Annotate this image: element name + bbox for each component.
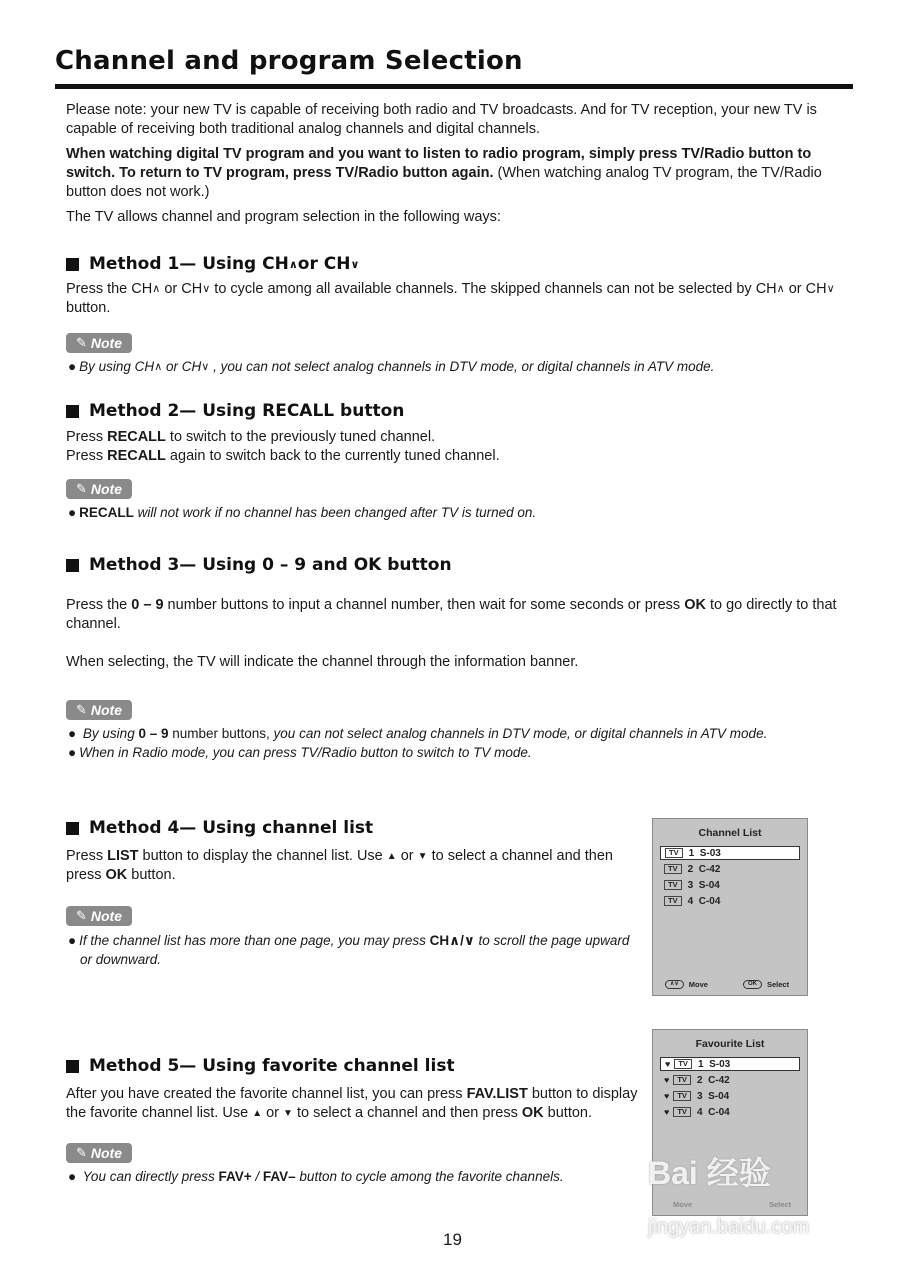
- chevron-down-icon: ∨: [202, 283, 211, 295]
- m5-p-g: button.: [543, 1105, 593, 1121]
- channel-list-item[interactable]: [660, 862, 798, 876]
- chevron-up-icon: ∧: [152, 283, 161, 295]
- tv-tag: TV: [673, 1107, 691, 1117]
- m3-p1-c: number buttons to input a channel number, then wait for some seconds or press: [163, 597, 685, 613]
- heading-square-icon: [66, 822, 79, 835]
- heart-icon: ♥: [664, 1075, 670, 1085]
- method5-note: [68, 1167, 564, 1186]
- method2-heading: [66, 401, 404, 421]
- channel-name: C-04: [708, 1106, 730, 1118]
- method1-note: [68, 357, 714, 377]
- m3-n1-b: 0 – 9: [138, 726, 169, 741]
- select-hint: [769, 1200, 791, 1209]
- method2-line-1: [66, 428, 435, 447]
- channel-name: S-04: [708, 1090, 730, 1102]
- note-label: Note: [90, 335, 123, 351]
- tv-tag: TV: [664, 896, 682, 906]
- channel-list-item[interactable]: [660, 878, 798, 892]
- channel-num: 4: [687, 895, 694, 907]
- heading-square-icon: [66, 1060, 79, 1073]
- m5-note-a: You can directly press: [82, 1169, 219, 1184]
- channel-name: S-04: [698, 879, 720, 891]
- updown-arrows-icon: ∧∨: [665, 980, 684, 989]
- chevron-down-icon: ∨: [826, 283, 835, 295]
- method1-heading-text: Method 1— Using CH: [89, 254, 289, 274]
- m5-note-c: /: [251, 1169, 263, 1184]
- m3-n1-d: you can not select analog channels in DTV mode, or digital channels in ATV mode.: [269, 726, 768, 741]
- favourite-list-item[interactable]: [660, 1057, 800, 1071]
- note-badge: [66, 1143, 132, 1163]
- chevron-down-icon: ∨: [201, 361, 210, 373]
- note-label: Note: [90, 702, 123, 718]
- triangle-up-icon: ▲: [252, 1108, 263, 1119]
- m5-p-a: After you have created the favorite channel list, you can press: [66, 1086, 467, 1102]
- chevron-down-icon: ∨: [350, 257, 360, 271]
- m5-note-d: FAV–: [262, 1169, 296, 1184]
- move-hint: [673, 1200, 692, 1209]
- heading-square-icon: [66, 559, 79, 572]
- heart-icon: ♥: [664, 1091, 670, 1101]
- channel-num: 2: [687, 863, 694, 875]
- bullet-icon: ●: [68, 745, 77, 760]
- m2-l2-pre: Press: [66, 448, 108, 464]
- channel-num: 1: [697, 1058, 704, 1070]
- intro-paragraph-3: The TV allows channel and program selection in the following ways:: [66, 209, 501, 225]
- m3-n1-a: By using: [82, 726, 139, 741]
- bullet-icon: ●: [68, 359, 77, 374]
- m3-p1-d: OK: [684, 597, 706, 613]
- move-label: Move: [673, 1200, 693, 1209]
- chevron-up-icon: ∧: [776, 283, 785, 295]
- favourite-list-title: Favourite List: [695, 1038, 765, 1050]
- triangle-up-icon: ▲: [386, 851, 397, 862]
- m5-p-d: or: [262, 1105, 284, 1121]
- method5-paragraph: [66, 1085, 638, 1123]
- channel-name: C-04: [698, 895, 721, 907]
- m1-note-a: By using CH: [79, 359, 155, 374]
- method3-paragraph-2: When selecting, the TV will indicate the channel through the information banner.: [66, 654, 579, 670]
- note-label: Note: [90, 481, 123, 497]
- method5-heading: [66, 1056, 455, 1076]
- paperclip-icon: ✎: [75, 702, 87, 717]
- note-label: Note: [90, 1145, 123, 1161]
- heart-icon: ♥: [665, 1059, 671, 1069]
- select-label: Select: [767, 980, 790, 989]
- paperclip-icon: ✎: [75, 335, 87, 350]
- triangle-down-icon: ▼: [417, 851, 428, 862]
- tv-tag: TV: [673, 1075, 691, 1085]
- m5-note-e: button to cycle among the favorite channels.: [295, 1169, 564, 1184]
- method4-heading-text: Method 4— Using channel list: [89, 818, 374, 838]
- method3-heading-text: Method 3— Using 0 – 9 and OK button: [89, 555, 452, 575]
- note-label: Note: [90, 908, 123, 924]
- tv-tag: TV: [664, 864, 682, 874]
- tv-tag: TV: [664, 880, 682, 890]
- heading-square-icon: [66, 405, 79, 418]
- m1-text-b: or CH: [160, 281, 203, 297]
- m2-l2-bold: RECALL: [107, 448, 166, 464]
- page-number: 19: [443, 1230, 462, 1249]
- m4-note-a: If the channel list has more than one page, you may press: [79, 933, 430, 948]
- m5-note-b: FAV+: [218, 1169, 252, 1184]
- title-rule: [55, 84, 853, 89]
- m3-p1-b: 0 – 9: [131, 597, 164, 613]
- favourite-list-item[interactable]: [660, 1089, 798, 1103]
- tv-tag: TV: [673, 1091, 691, 1101]
- note-badge: [66, 700, 132, 720]
- method1-paragraph: [66, 280, 854, 318]
- channel-name: S-03: [699, 847, 721, 859]
- channel-name: C-42: [698, 863, 721, 875]
- method2-note: [68, 503, 536, 522]
- move-label: Move: [688, 980, 708, 989]
- m4-p-b: LIST: [107, 848, 139, 864]
- m3-n2: When in Radio mode, you can press TV/Radio button to switch to TV mode.: [79, 745, 532, 760]
- channel-name: C-42: [708, 1074, 730, 1086]
- chevron-up-icon: ∧: [154, 361, 163, 373]
- method1-heading: [66, 254, 359, 274]
- channel-num: 4: [696, 1106, 703, 1118]
- baidu-watermark-url: jingyan.baidu.com: [648, 1216, 810, 1238]
- channel-list-title: Channel List: [698, 827, 762, 839]
- channel-num: 3: [696, 1090, 703, 1102]
- tv-tag: TV: [665, 848, 683, 858]
- bullet-icon: ●: [68, 1169, 77, 1184]
- m1-text-e: button.: [66, 300, 111, 316]
- m4-p-f: OK: [105, 867, 128, 883]
- m2-l1-post: to switch to the previously tuned channel.: [165, 429, 436, 445]
- method1-heading-or: or CH: [297, 254, 351, 274]
- channel-list-item[interactable]: [660, 894, 798, 908]
- triangle-down-icon: ▼: [283, 1108, 293, 1119]
- channel-name: S-03: [709, 1058, 731, 1070]
- bullet-icon: ●: [68, 726, 77, 741]
- m4-p-c: button to display the channel list. Use: [138, 848, 387, 864]
- m3-p1-e: to go directly to that channel.: [66, 597, 837, 632]
- tv-tag: TV: [674, 1059, 692, 1069]
- method3-heading: [66, 555, 452, 575]
- method2-heading-text: Method 2— Using RECALL button: [89, 401, 405, 421]
- m5-p-e: to select a channel and then press: [292, 1105, 522, 1121]
- method4-note-cont: or downward.: [80, 952, 162, 967]
- note-badge: [66, 333, 132, 353]
- method4-heading: [66, 818, 373, 838]
- bullet-icon: ●: [68, 933, 77, 948]
- m1-text-c: to cycle among all available channels. The skipped channels can not be selected by CH: [210, 281, 777, 297]
- method5-heading-text: Method 5— Using favorite channel list: [89, 1056, 455, 1076]
- channel-num: 3: [687, 879, 694, 891]
- paperclip-icon: ✎: [75, 908, 87, 923]
- m5-p-b: FAV.LIST: [466, 1086, 528, 1102]
- method2-line-2: [66, 447, 500, 466]
- paperclip-icon: ✎: [75, 1145, 87, 1160]
- intro-paragraph-1: Please note: your new TV is capable of receiving both radio and TV broadcasts. And for TV reception, your new TV is capable of receiving both traditional analog channels and digital channels.: [66, 102, 817, 137]
- select-hint: [743, 980, 789, 989]
- m3-p1-a: Press the: [66, 597, 132, 613]
- method3-note-2: [68, 743, 532, 762]
- m1-text-d: or CH: [784, 281, 827, 297]
- m2-note-rest: will not work if no channel has been changed after TV is turned on.: [133, 505, 537, 520]
- heading-square-icon: [66, 258, 79, 271]
- m4-p-e: to select a channel and then press: [66, 848, 613, 883]
- channel-list-panel: [652, 818, 808, 996]
- intro-paragraph-2: [66, 145, 854, 202]
- m4-p-a: Press: [66, 848, 108, 864]
- ok-button-icon: OK: [743, 980, 762, 989]
- m4-note-b: CH∧/∨: [429, 933, 475, 948]
- bullet-icon: ●: [68, 505, 77, 520]
- channel-num: 2: [696, 1074, 703, 1086]
- intro-rest: (When watching analog TV program, the TV/Radio button does not work.): [66, 165, 822, 200]
- m4-note-c: to scroll the page upward: [474, 933, 630, 948]
- note-badge: [66, 906, 132, 926]
- m2-l1-bold: RECALL: [107, 429, 166, 445]
- channel-num: 1: [688, 847, 695, 859]
- m4-p-d: or: [396, 848, 418, 864]
- select-label: Select: [769, 1200, 792, 1209]
- m3-n1-c: number buttons,: [168, 726, 270, 741]
- m1-text-a: Press the CH: [66, 281, 153, 297]
- m5-p-f: OK: [521, 1105, 544, 1121]
- paperclip-icon: ✎: [75, 481, 87, 496]
- favourite-list-item[interactable]: [660, 1073, 798, 1087]
- m1-note-b: or CH: [162, 359, 202, 374]
- m1-note-c: , you can not select analog channels in DTV mode, or digital channels in ATV mode.: [209, 359, 715, 374]
- m2-l2-post: again to switch back to the currently tuned channel.: [165, 448, 500, 464]
- chevron-up-icon: ∧: [288, 257, 298, 271]
- method3-note-1: [68, 724, 767, 743]
- baidu-watermark-logo: Bai 经验: [648, 1155, 771, 1191]
- favourite-list-item[interactable]: [660, 1105, 798, 1119]
- method4-paragraph: [66, 847, 638, 885]
- heart-icon: ♥: [664, 1107, 670, 1117]
- page-title: Channel and program Selection: [55, 46, 523, 76]
- method3-paragraph-1: [66, 596, 854, 634]
- m4-p-g: button.: [127, 867, 176, 883]
- intro-bold: When watching digital TV program and you want to listen to radio program, simply press TV/Radio button to switch. To return to TV program, press TV/Radio button again.: [66, 146, 812, 181]
- note-badge: [66, 479, 132, 499]
- move-hint: [665, 980, 708, 989]
- m2-note-bold: RECALL: [79, 505, 134, 520]
- m5-p-c: button to display the favorite channel list. Use: [66, 1086, 638, 1121]
- m2-l1-pre: Press: [66, 429, 108, 445]
- method4-note: [68, 931, 638, 950]
- channel-list-item[interactable]: [660, 846, 800, 860]
